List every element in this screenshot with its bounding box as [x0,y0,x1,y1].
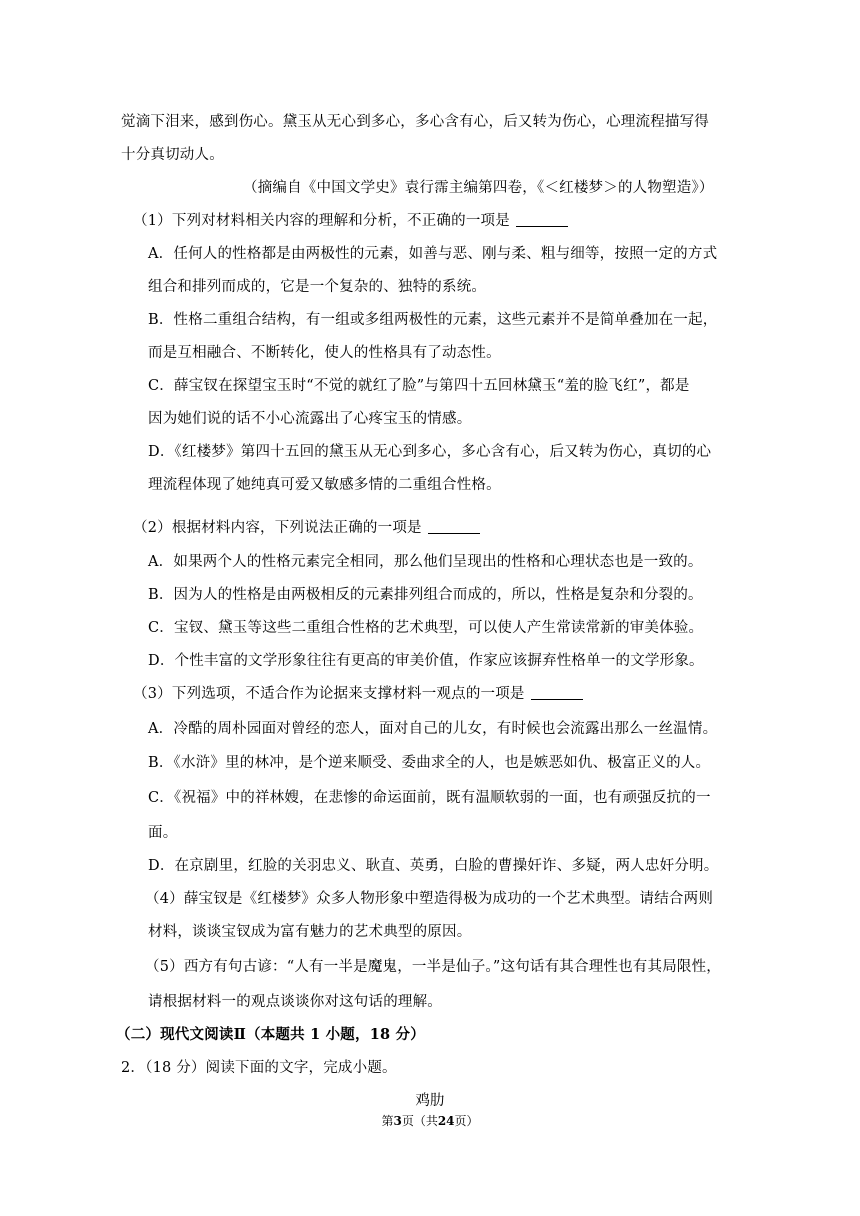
footer-prefix: 第 [381,1114,394,1128]
q3-option-a: A．冷酷的周朴园面对曾经的恋人，面对自己的儿女，有时候也会流露出那么一丝温情。 [148,721,718,737]
question-5-line-2: 请根据材料一的观点谈谈你对这句话的理解。 [148,994,442,1010]
source-citation: （摘编自《中国文学史》袁行霈主编第四卷，《＜红楼梦＞的人物塑造》） [243,180,714,196]
q3-option-c-line-2: 面。 [148,825,178,841]
q1-option-b-line-1: B．性格二重组合结构，有一组或多组两极性的元素，这些元素并不是简单叠加在一起， [148,312,718,328]
question-3-stem [133,684,583,704]
q2-option-c: C．宝钗、黛玉等这些二重组合性格的艺术典型，可以使人产生常读常新的审美体验。 [148,620,704,636]
question-3-stem-text: （3）下列选项，不适合作为论据来支撑材料一观点的一项是 [133,686,525,702]
q1-option-d-line-1: D．《红楼梦》第四十五回的黛玉从无心到多心，多心含有心，后又转为伤心，真切的心 [148,444,712,460]
question-4-line-2: 材料，谈谈宝钗成为富有魅力的艺术典型的原因。 [148,924,472,940]
answer-blank[interactable] [516,212,568,227]
q3-option-b: B．《水浒》里的林冲，是个逆来顺受、委曲求全的人，也是嫉恶如仇、极富正义的人。 [148,755,711,771]
q1-option-a-line-2: 组合和排列而成的，它是一个复杂的、独特的系统。 [148,279,487,295]
question-1-stem-text: （1）下列对材料相关内容的理解和分析，不正确的一项是 [133,213,510,229]
answer-blank[interactable] [428,519,480,534]
footer-page-number: 3 [393,1114,402,1128]
page-footer [0,1113,860,1129]
question-1-stem [133,211,568,231]
intro-line-2: 十分真切动人。 [121,147,224,163]
q2-option-a: A．如果两个人的性格元素完全相同，那么他们呈现出的性格和心理状态也是一致的。 [148,554,703,570]
q1-option-d-line-2: 理流程体现了她纯真可爱又敏感多情的二重组合性格。 [148,477,501,493]
story-title: 鸡肋 [415,1093,445,1109]
intro-line-1: 觉滴下泪来，感到伤心。黛玉从无心到多心，多心含有心，后又转为伤心，心理流程描写得 [121,114,709,130]
footer-mid: 页（共 [401,1114,438,1128]
q3-option-d: D．在京剧里，红脸的关羽忠义、耿直、英勇，白脸的曹操奸诈、多疑，两人忠奸分明。 [148,858,719,874]
question-2-stem-text: （2）根据材料内容，下列说法正确的一项是 [133,520,422,536]
section-heading: （二）现代文阅读Ⅱ（本题共 1 小题，18 分） [116,1026,425,1043]
footer-total-pages: 24 [437,1114,455,1128]
q1-option-a-line-1: A．任何人的性格都是由两极性的元素，如善与恶、刚与柔、粗与细等，按照一定的方式 [148,246,718,262]
question-4-line-1: （4）薛宝钗是《红楼梦》众多人物形象中塑造得极为成功的一个艺术典型。请结合两则 [145,891,714,907]
q1-option-c-line-1: C．薛宝钗在探望宝玉时“不觉的就红了脸”与第四十五回林黛玉“羞的脸飞红”，都是 [148,378,690,394]
q2-option-d: D．个性丰富的文学形象往往有更高的审美价值，作家应该摒弃性格单一的文学形象。 [148,653,704,669]
footer-suffix: 页） [454,1114,479,1128]
question-2-main: 2．（18 分）阅读下面的文字，完成小题。 [121,1060,397,1076]
q2-option-b: B．因为人的性格是由两极相反的元素排列组合而成的，所以，性格是复杂和分裂的。 [148,587,703,603]
question-2-stem [133,518,480,538]
q1-option-b-line-2: 而是互相融合、不断转化，使人的性格具有了动态性。 [148,345,501,361]
q1-option-c-line-2: 因为她们说的话不小心流露出了心疼宝玉的情感。 [148,411,472,427]
q3-option-c-line-1: C．《祝福》中的祥林嫂，在悲惨的命运面前，既有温顺软弱的一面，也有顽强反抗的一 [148,790,711,806]
answer-blank[interactable] [531,685,583,700]
question-5-line-1: （5）西方有句古谚：“人有一半是魔鬼，一半是仙子。”这句话有其合理性也有其局限性， [145,959,721,975]
